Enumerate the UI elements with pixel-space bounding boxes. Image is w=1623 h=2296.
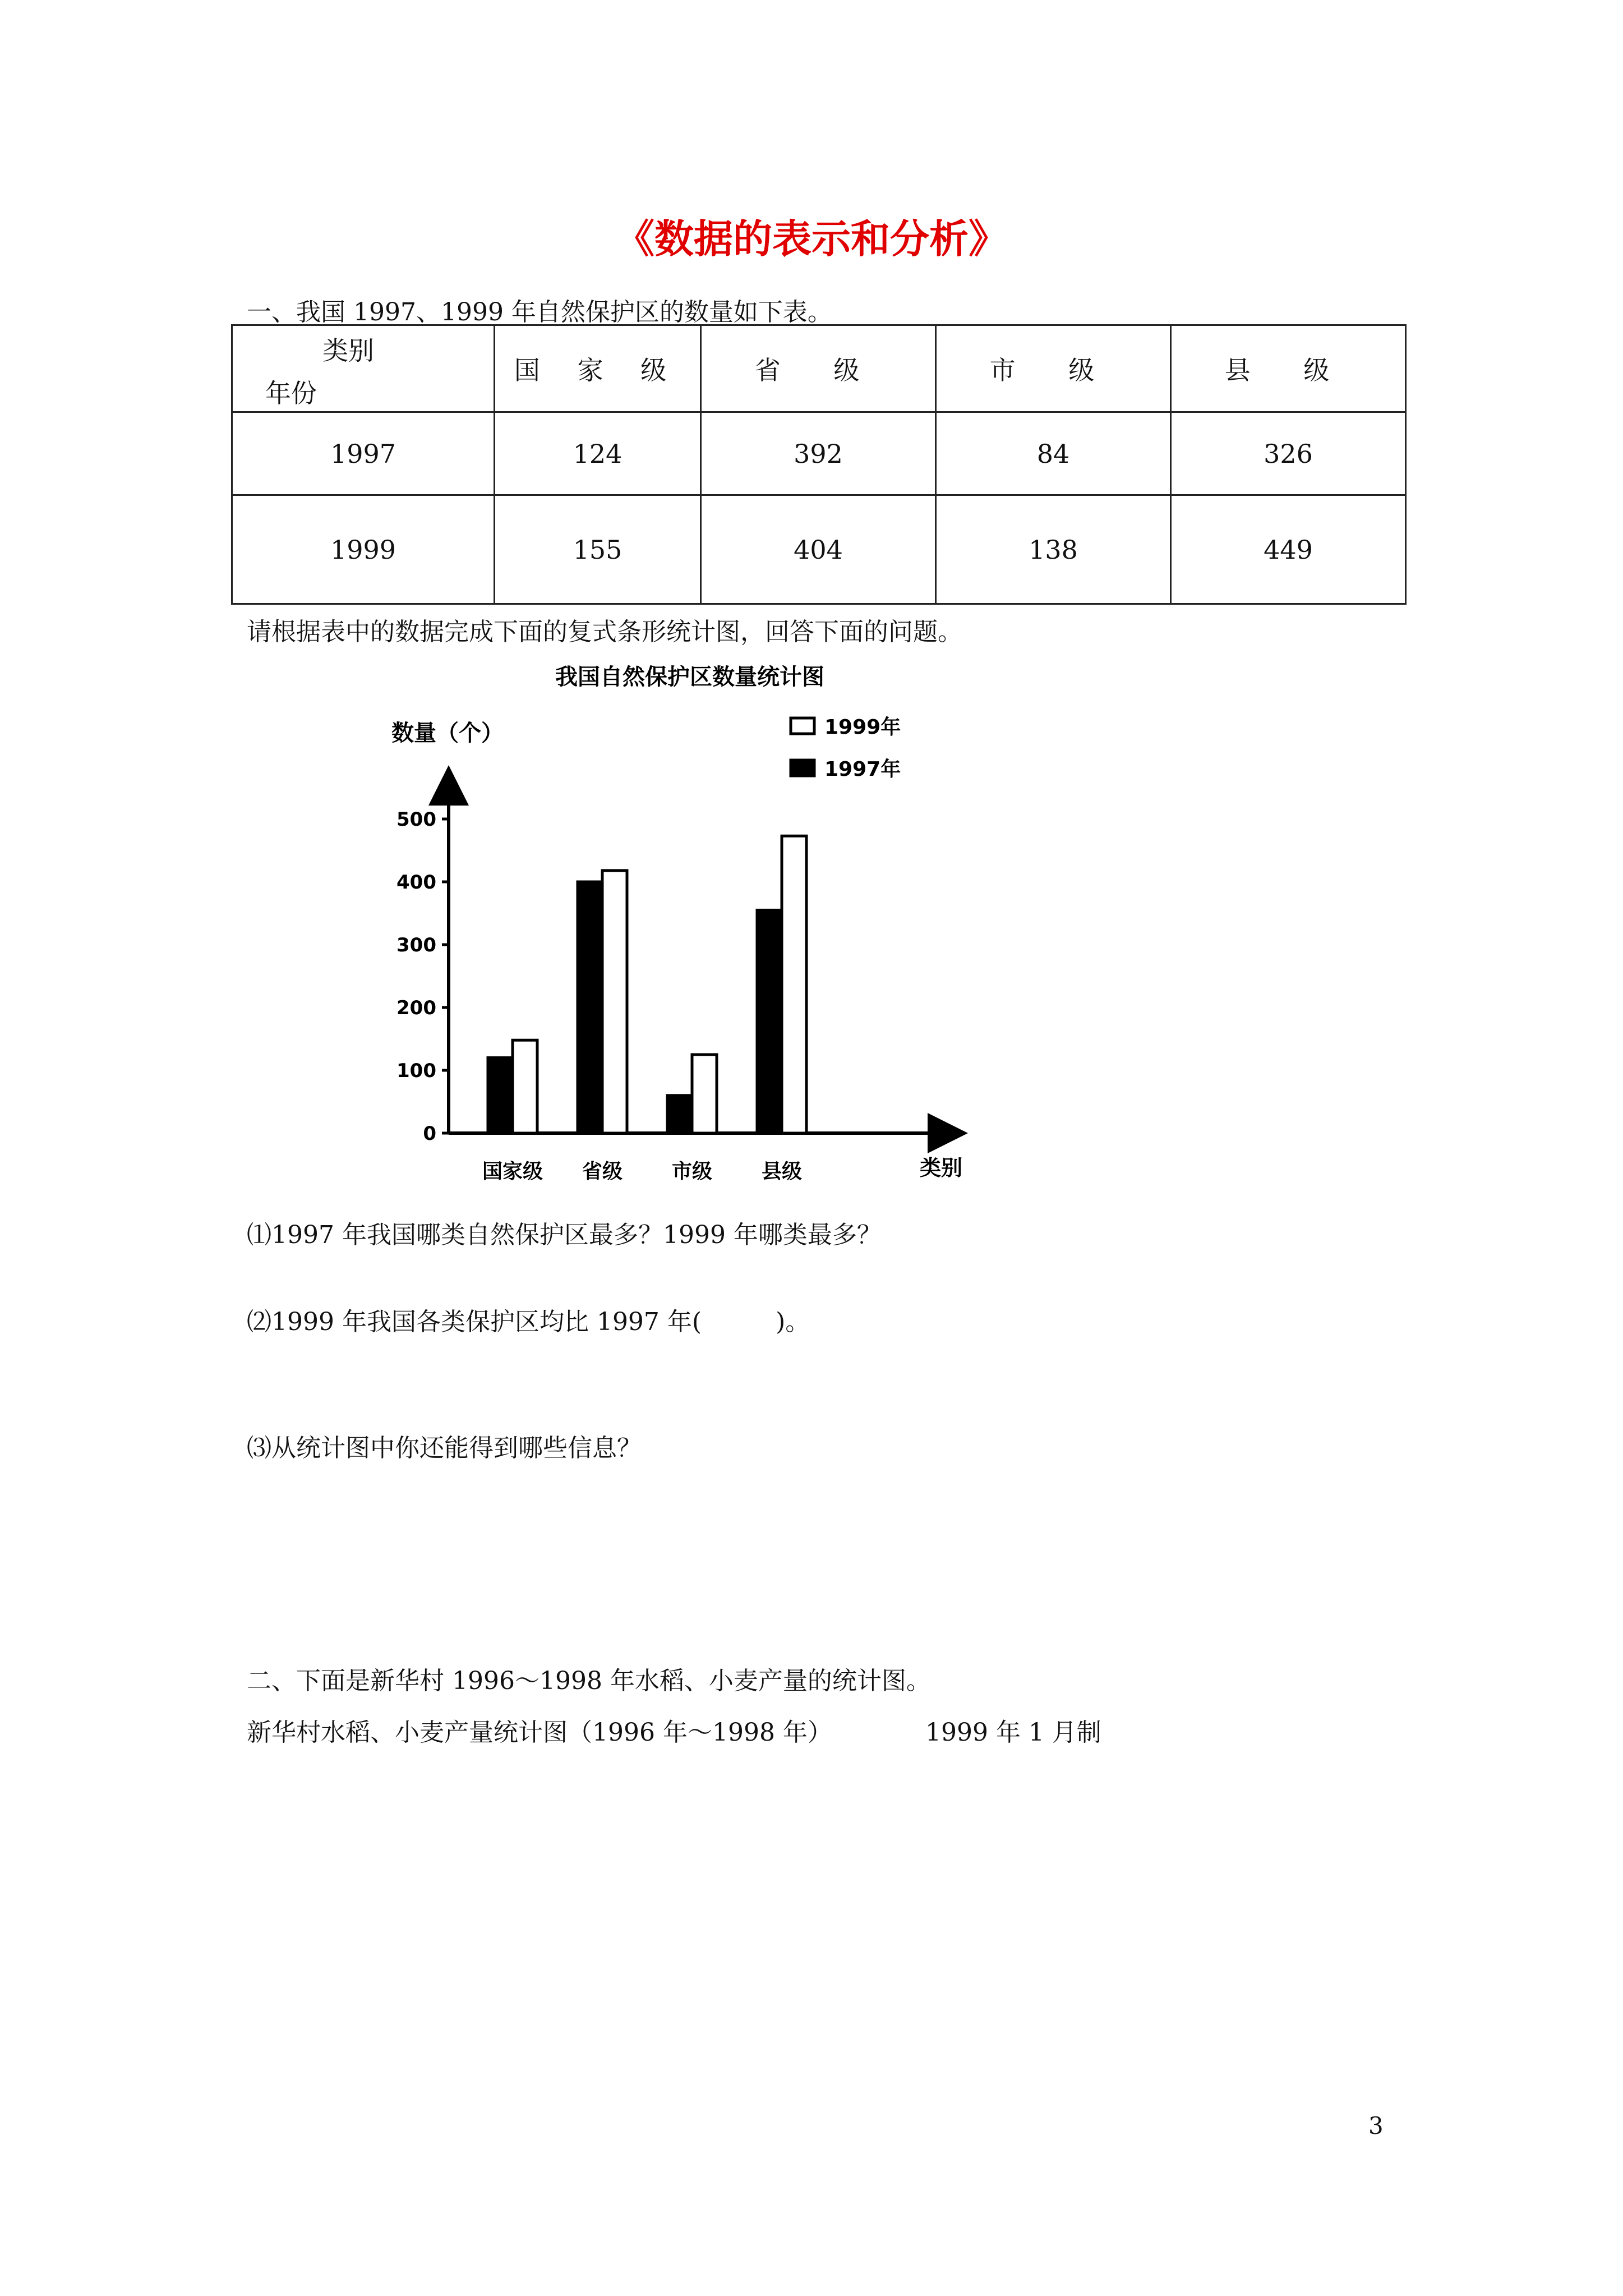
bar-1997 (667, 1096, 692, 1133)
table-header-cell (936, 325, 1171, 412)
y-tick-label: 500 (396, 808, 436, 831)
question-1-part-2: ⑵1999 年我国各类保护区均比 1997 年( )。 (247, 1308, 810, 1336)
chart-y-ticks (396, 808, 449, 1145)
bar-1999 (782, 836, 806, 1133)
header-city: 市 级 (989, 355, 1117, 385)
category-label: 省级 (582, 1160, 623, 1183)
nature-reserve-bar-chart (359, 651, 1021, 1200)
category-label: 市级 (671, 1160, 713, 1183)
chart-category-labels (482, 1160, 802, 1183)
table-header-cell (701, 325, 936, 412)
page-title: 《数据的表示和分析》 (615, 215, 1008, 262)
y-tick-label: 100 (396, 1060, 436, 1082)
legend-label: 1999年 (824, 716, 901, 739)
legend-swatch (791, 760, 814, 776)
legend-swatch (791, 718, 814, 734)
question-2-chart-caption: 新华村水稻、小麦产量统计图（1996 年～1998 年） (247, 1718, 832, 1747)
bar-1997 (578, 882, 602, 1133)
value-cell: 326 (1171, 412, 1406, 495)
value-cell: 392 (701, 412, 936, 495)
question-1-part-3: ⑶从统计图中你还能得到哪些信息？ (247, 1434, 642, 1462)
category-label: 县级 (761, 1160, 803, 1183)
year-cell: 1999 (232, 495, 495, 604)
bar-1999 (602, 871, 627, 1133)
table-corner-top-label: 类别 (322, 335, 374, 366)
table-row (232, 495, 1406, 604)
question-1-instruction: 请根据表中的数据完成下面的复式条形统计图，回答下面的问题。 (247, 618, 962, 646)
bar-1997 (488, 1058, 513, 1133)
table-header-cell (495, 325, 701, 412)
value-cell: 138 (936, 495, 1171, 604)
y-tick-label: 0 (423, 1122, 436, 1145)
table-header-cell (1171, 325, 1406, 412)
value-cell: 124 (495, 412, 701, 495)
value-cell: 449 (1171, 495, 1406, 604)
header-county: 县 级 (1224, 355, 1352, 385)
chart-x-axis-label: 类别 (920, 1156, 963, 1180)
header-provincial: 省 级 (754, 355, 882, 385)
question-2-intro: 二、下面是新华村 1996～1998 年水稻、小麦产量的统计图。 (247, 1667, 931, 1695)
table-corner-cell (232, 325, 495, 412)
table-corner-bottom-label: 年份 (265, 378, 317, 408)
chart-bars (488, 836, 806, 1133)
nature-reserve-table (231, 324, 1407, 605)
bar-1999 (692, 1055, 717, 1133)
bar-1997 (757, 910, 782, 1133)
value-cell: 84 (936, 412, 1171, 495)
question-1-part-1: ⑴1997 年我国哪类自然保护区最多？1999 年哪类最多？ (247, 1221, 882, 1249)
y-tick-label: 200 (396, 997, 436, 1019)
y-tick-label: 400 (396, 871, 436, 894)
page-number: 3 (1368, 2112, 1384, 2139)
chart-y-axis-label: 数量（个） (391, 720, 504, 746)
year-cell: 1997 (232, 412, 495, 495)
category-label: 国家级 (482, 1160, 543, 1183)
table-row (232, 412, 1406, 495)
question-2-chart-date: 1999 年 1 月制 (925, 1718, 1101, 1747)
header-national: 国 家 级 (514, 355, 681, 385)
bar-1999 (513, 1040, 537, 1133)
value-cell: 155 (495, 495, 701, 604)
y-tick-label: 300 (396, 934, 436, 956)
chart-legend (791, 715, 901, 781)
legend-label: 1997年 (824, 758, 901, 781)
value-cell: 404 (701, 495, 936, 604)
question-1-intro: 一、我国 1997、1999 年自然保护区的数量如下表。 (247, 298, 832, 326)
chart-title: 我国自然保护区数量统计图 (555, 664, 824, 690)
